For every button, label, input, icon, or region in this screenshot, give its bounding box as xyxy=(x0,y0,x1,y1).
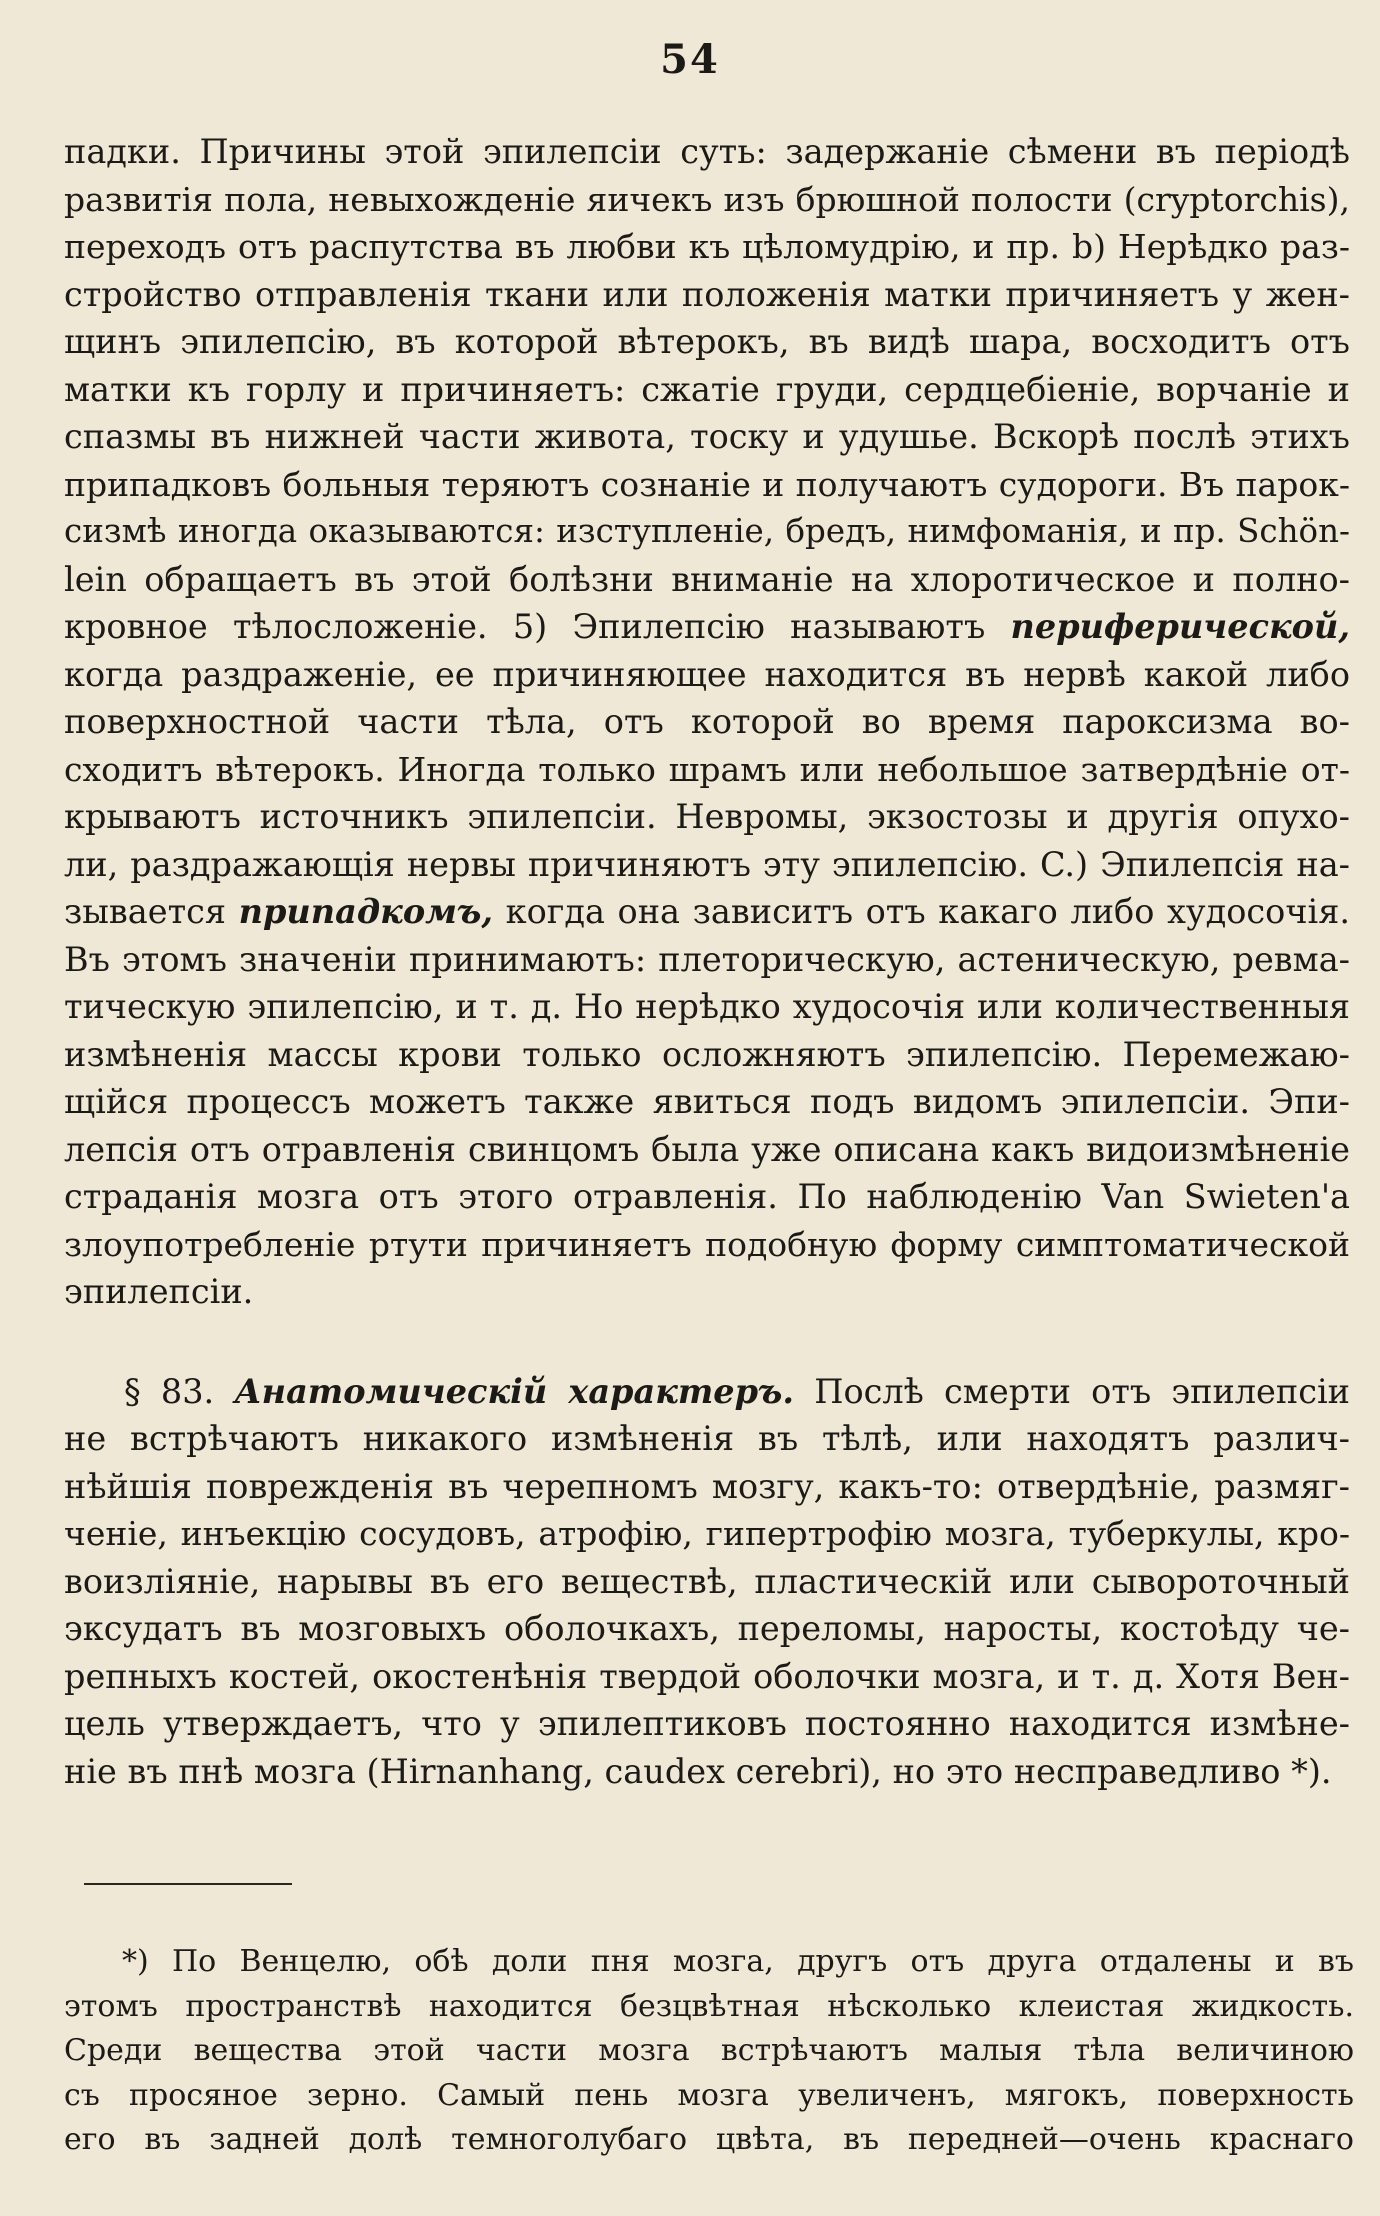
text-line xyxy=(64,888,1350,936)
section-number: § 83. xyxy=(124,1371,235,1411)
text-line: развитія пола, невыхожденіе яичекъ изъ брюшной полости (cryptorchis), xyxy=(64,179,1350,219)
text-line: Въ этомъ значеніи принимаютъ: плеторическую, астеническую, ревма- xyxy=(64,939,1350,979)
footnote-line: *) По Венцелю, обѣ доли пня мозга, другъ отъ друга отдалены и въ xyxy=(122,1944,1354,1979)
footnote-divider xyxy=(84,1883,292,1885)
text-line: сизмѣ иногда оказываются: изступленіе, бредъ, нимфоманія, и пр. Schön- xyxy=(64,512,1350,550)
text-span: когда она зависитъ отъ какаго либо худосочія. xyxy=(493,892,1350,931)
footnote-line: его въ задней долѣ темноголубаго цвѣта, въ передней—очень краснаго xyxy=(64,2122,1354,2157)
text-line: тическую эпилепсію, и т. д. Но нерѣдко худосочія или количественныя xyxy=(64,987,1350,1026)
footnote-line: съ просяное зерно. Самый пень мозга увеличенъ, мягокъ, поверхность xyxy=(64,2077,1354,2113)
text-line: не встрѣчаютъ никакого измѣненія въ тѣлѣ, или находятъ различ- xyxy=(64,1419,1350,1458)
section-heading-line xyxy=(64,1368,1350,1416)
text-line: переходъ отъ распутства въ любви къ цѣломудрію, и пр. b) Нерѣдко раз- xyxy=(64,227,1350,266)
italic-term: припадкомъ, xyxy=(238,892,494,931)
text-line: страданія мозга отъ этого отравленія. По наблюденію Van Swieten'a xyxy=(64,1177,1350,1216)
text-span: Послѣ смерти отъ эпилепсіи xyxy=(794,1371,1351,1411)
text-line: lein обращаетъ въ этой болѣзни вниманіе на хлоротическое и полно- xyxy=(64,559,1350,599)
text-line: когда раздраженіе, ее причиняющее находится въ нервѣ какой либо xyxy=(64,654,1350,694)
main-text xyxy=(64,128,1350,1795)
text-span: кровное тѣлосложеніе. 5) Эпилепсію называютъ xyxy=(64,607,1011,646)
text-line: цель утверждаетъ, что у эпилептиковъ постоянно находится измѣне- xyxy=(64,1704,1350,1743)
text-line: нѣйшія поврежденія въ черепномъ мозгу, какъ-то: отвердѣніе, размяг- xyxy=(64,1466,1350,1506)
text-line: лепсія отъ отравленія свинцомъ была уже описана какъ видоизмѣненіе xyxy=(64,1129,1350,1169)
text-line: воизліяніе, нарывы въ его веществѣ, пластическій или сывороточный xyxy=(64,1561,1350,1601)
paragraph-gap xyxy=(64,1316,1350,1368)
footnote-line: Среди вещества этой части мозга встрѣчаютъ малыя тѣла величиною xyxy=(64,2033,1354,2068)
section-title: Анатомическій характеръ. xyxy=(234,1371,795,1411)
text-line: сходитъ вѣтерокъ. Иногда только шрамъ или небольшое затвердѣніе от- xyxy=(64,749,1350,789)
text-line: стройство отправленія ткани или положенія матки причиняетъ у жен- xyxy=(64,274,1350,314)
italic-term: периферической, xyxy=(1010,607,1350,646)
text-line: ли, раздражающія нервы причиняютъ эту эпилепсію. C.) Эпилепсія на- xyxy=(64,844,1350,884)
text-line: эксудатъ въ мозговыхъ оболочкахъ, переломы, наросты, костоѣду че- xyxy=(64,1609,1350,1648)
text-line: поверхностной части тѣла, отъ которой во время пароксизма во- xyxy=(64,702,1350,741)
text-line: ніе въ пнѣ мозга (Hirnanhang, caudex cerebri), но это несправедливо *). xyxy=(64,1751,1332,1791)
text-line: злоупотребленіе ртути причиняетъ подобную форму симптоматической xyxy=(64,1224,1350,1264)
page-number: 54 xyxy=(660,36,720,83)
text-line: крываютъ источникъ эпилепсіи. Невромы, экзостозы и другія опухо- xyxy=(64,797,1350,836)
text-line: матки къ горлу и причиняетъ: сжатіе груди, сердцебіеніе, ворчаніе и xyxy=(64,369,1350,409)
text-span: зывается xyxy=(64,892,239,931)
text-line: щійся процессъ можетъ также явиться подъ видомъ эпилепсіи. Эпи- xyxy=(64,1082,1350,1121)
text-line: припадковъ больныя теряютъ сознаніе и получаютъ судороги. Въ парок- xyxy=(64,464,1350,504)
text-line: ченіе, инъекцію сосудовъ, атрофію, гипертрофію мозга, туберкулы, кро- xyxy=(64,1514,1350,1553)
text-line: падки. Причины этой эпилепсіи суть: задержаніе сѣмени въ періодѣ xyxy=(64,132,1350,171)
text-line: измѣненія массы крови только осложняютъ эпилепсію. Перемежаю- xyxy=(64,1034,1350,1074)
footnote-line: этомъ пространствѣ находится безцвѣтная нѣсколько клеистая жидкость. xyxy=(64,1988,1354,2024)
text-line: репныхъ костей, окостенѣнія твердой оболочки мозга, и т. д. Хотя Вен- xyxy=(64,1656,1350,1696)
text-line: щинъ эпилепсію, въ которой вѣтерокъ, въ видѣ шара, восходитъ отъ xyxy=(64,322,1350,361)
footnote xyxy=(64,1940,1354,2163)
text-line xyxy=(64,603,1350,651)
text-line: эпилепсіи. xyxy=(64,1272,254,1311)
text-line: спазмы въ нижней части живота, тоску и удушье. Вскорѣ послѣ этихъ xyxy=(64,417,1350,456)
